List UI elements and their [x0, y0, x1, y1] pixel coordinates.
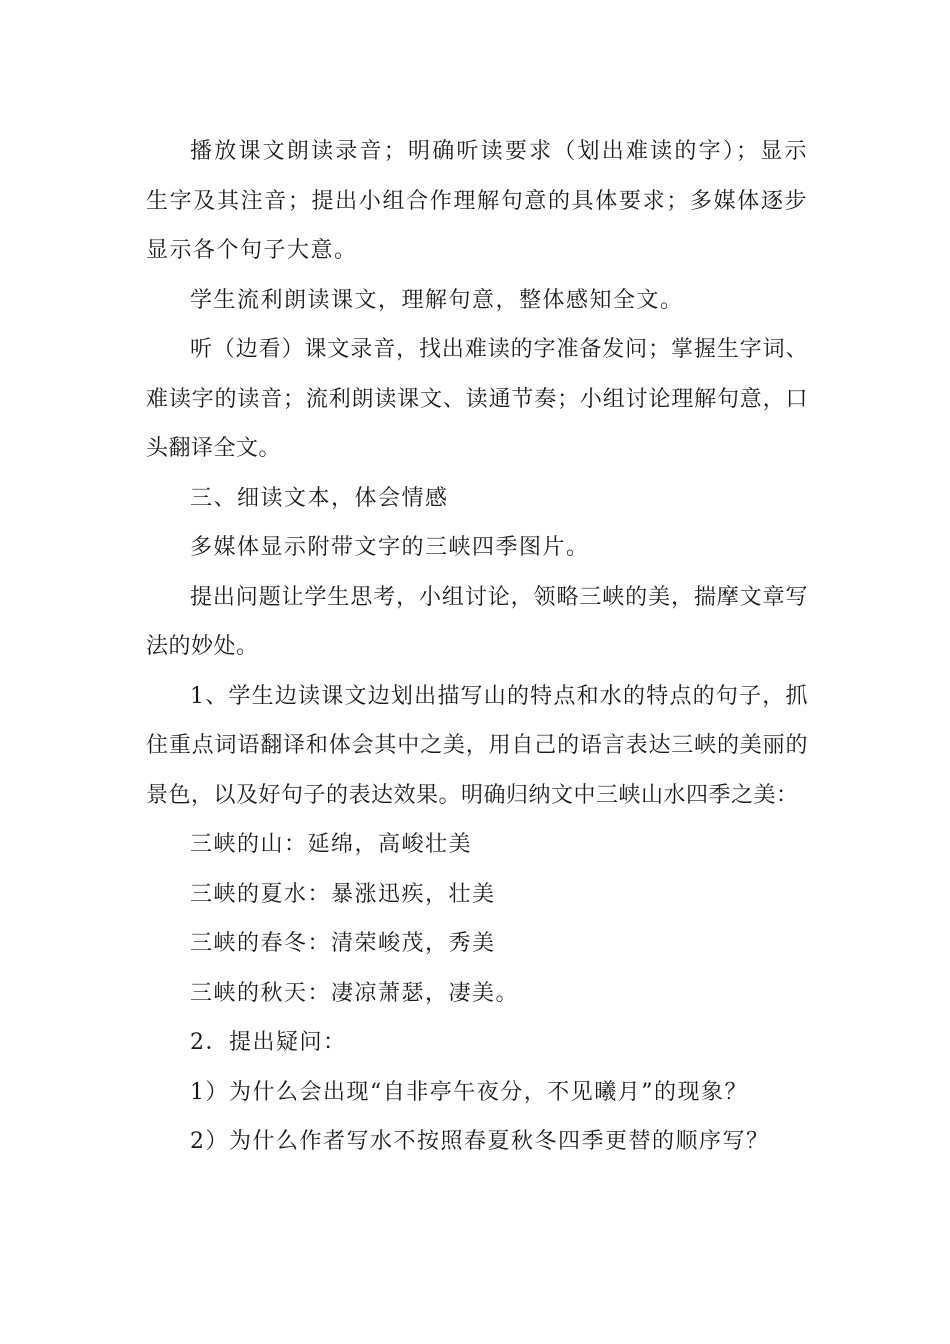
paragraph-item-1: 1、学生边读课文边划出描写山的特点和水的特点的句子，抓住重点词语翻译和体会其中之美，用自己的语言表达三峡的美丽的景色，以及好句子的表达效果。明确归纳文中三峡山水四季之美：: [146, 683, 808, 808]
list-item-mountain: 三峡的山：延绵，高峻壮美: [190, 832, 473, 857]
list-item-autumn: 三峡的秋天：凄凉萧瑟，凄美。: [190, 980, 520, 1006]
question-2: 2）为什么作者写水不按照春夏秋冬四季更替的顺序写？: [190, 1129, 770, 1154]
paragraph-listening: 听（边看）课文录音，找出难读的字准备发问；掌握生字词、难读字的读音；流利朗读课文、读通节奏；小组讨论理解句意，口头翻译全文。: [146, 337, 808, 461]
paragraph-questions-intro: 提出问题让学生思考，小组讨论，领略三峡的美，揣摩文章写法的妙处。: [146, 584, 808, 659]
list-item-summer-water: 三峡的夏水：暴涨迅疾，壮美: [190, 881, 496, 907]
section-heading-close-reading: 三、细读文本，体会情感: [190, 485, 449, 511]
paragraph-item-2: 2．提出疑问：: [190, 1030, 347, 1055]
question-1: 1）为什么会出现“自非亭午夜分，不见曦月”的现象？: [190, 1079, 748, 1105]
paragraph-student-reading: 学生流利朗读课文，理解句意，整体感知全文。: [190, 287, 684, 313]
document-page: [146, 127, 808, 1167]
paragraph-multimedia-images: 多媒体显示附带文字的三峡四季图片。: [190, 535, 590, 560]
list-item-spring-winter: 三峡的春冬：清荣峻茂，秀美: [190, 931, 496, 956]
paragraph-reading-steps: 播放课文朗读录音；明确听读要求（划出难读的字）；显示生字及其注音；提出小组合作理解句意的具体要求；多媒体逐步显示各个句子大意。: [146, 139, 808, 263]
